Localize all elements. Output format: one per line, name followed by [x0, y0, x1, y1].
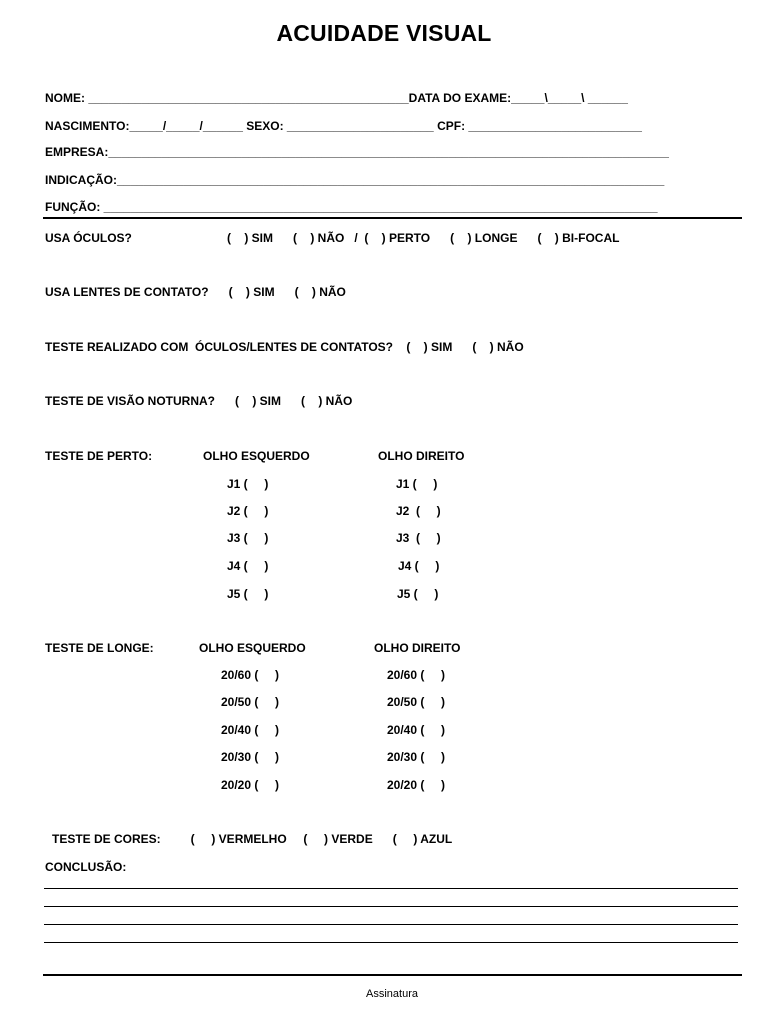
perto-direito-j2[interactable]: J2 ( ) [396, 504, 441, 518]
longe-olho-esquerdo-header: OLHO ESQUERDO [199, 641, 306, 655]
teste-com-oculos-question[interactable]: TESTE REALIZADO COM ÓCULOS/LENTES DE CONTATOS? ( ) SIM ( ) NÃO [45, 340, 524, 354]
longe-direito-20-20[interactable]: 20/20 ( ) [387, 778, 446, 792]
visao-noturna-question[interactable]: TESTE DE VISÃO NOTURNA? ( ) SIM ( ) NÃO [45, 394, 353, 408]
perto-direito-j1[interactable]: J1 ( ) [396, 477, 438, 491]
indicacao-field[interactable]: INDICAÇÃO:__________________________________________________________________________________ [45, 173, 665, 187]
oculos-question: USA ÓCULOS? [45, 231, 132, 245]
perto-olho-esquerdo-header: OLHO ESQUERDO [203, 449, 310, 463]
perto-olho-direito-header: OLHO DIREITO [378, 449, 465, 463]
document-title: ACUIDADE VISUAL [276, 20, 492, 46]
perto-direito-j4[interactable]: J4 ( ) [398, 559, 440, 573]
oculos-options[interactable]: ( ) SIM ( ) NÃO / ( ) PERTO ( ) LONGE ( ) BI-FOCAL [227, 231, 620, 245]
conclusao-label: CONCLUSÃO: [45, 860, 127, 874]
header-divider [43, 217, 742, 219]
perto-esquerdo-j5[interactable]: J5 ( ) [227, 587, 269, 601]
lentes-question[interactable]: USA LENTES DE CONTATO? ( ) SIM ( ) NÃO [45, 285, 346, 299]
assinatura-label: Assinatura [366, 988, 418, 1000]
longe-esquerdo-20-50[interactable]: 20/50 ( ) [221, 695, 280, 709]
teste-cores-question[interactable]: TESTE DE CORES: ( ) VERMELHO ( ) VERDE ( ) AZUL [52, 832, 453, 846]
perto-esquerdo-j2[interactable]: J2 ( ) [227, 504, 269, 518]
conclusao-line-4[interactable] [44, 942, 738, 943]
perto-direito-j5[interactable]: J5 ( ) [397, 587, 439, 601]
longe-direito-20-60[interactable]: 20/60 ( ) [387, 668, 446, 682]
longe-esquerdo-20-20[interactable]: 20/20 ( ) [221, 778, 280, 792]
perto-esquerdo-j1[interactable]: J1 ( ) [227, 477, 269, 491]
longe-direito-20-50[interactable]: 20/50 ( ) [387, 695, 446, 709]
conclusao-line-3[interactable] [44, 924, 738, 925]
funcao-field[interactable]: FUNÇÃO: ___________________________________________________________________________________ [45, 200, 658, 214]
perto-esquerdo-j3[interactable]: J3 ( ) [227, 531, 269, 545]
conclusao-line-2[interactable] [44, 906, 738, 907]
perto-direito-j3[interactable]: J3 ( ) [396, 531, 441, 545]
conclusao-line-1[interactable] [44, 888, 738, 889]
nascimento-field[interactable]: NASCIMENTO:_____/_____/______ SEXO: ______________________ CPF: __________________________ [45, 119, 642, 133]
empresa-field[interactable]: EMPRESA:____________________________________________________________________________________ [45, 145, 669, 159]
teste-longe-label: TESTE DE LONGE: [45, 641, 154, 655]
longe-direito-20-40[interactable]: 20/40 ( ) [387, 723, 446, 737]
longe-direito-20-30[interactable]: 20/30 ( ) [387, 750, 446, 764]
perto-esquerdo-j4[interactable]: J4 ( ) [227, 559, 269, 573]
longe-esquerdo-20-40[interactable]: 20/40 ( ) [221, 723, 280, 737]
longe-esquerdo-20-60[interactable]: 20/60 ( ) [221, 668, 280, 682]
longe-olho-direito-header: OLHO DIREITO [374, 641, 461, 655]
nome-field[interactable]: NOME: ________________________________________________DATA DO EXAME:_____\_____\ ______ [45, 91, 628, 105]
signature-line[interactable] [43, 974, 742, 976]
teste-perto-label: TESTE DE PERTO: [45, 449, 153, 463]
longe-esquerdo-20-30[interactable]: 20/30 ( ) [221, 750, 280, 764]
